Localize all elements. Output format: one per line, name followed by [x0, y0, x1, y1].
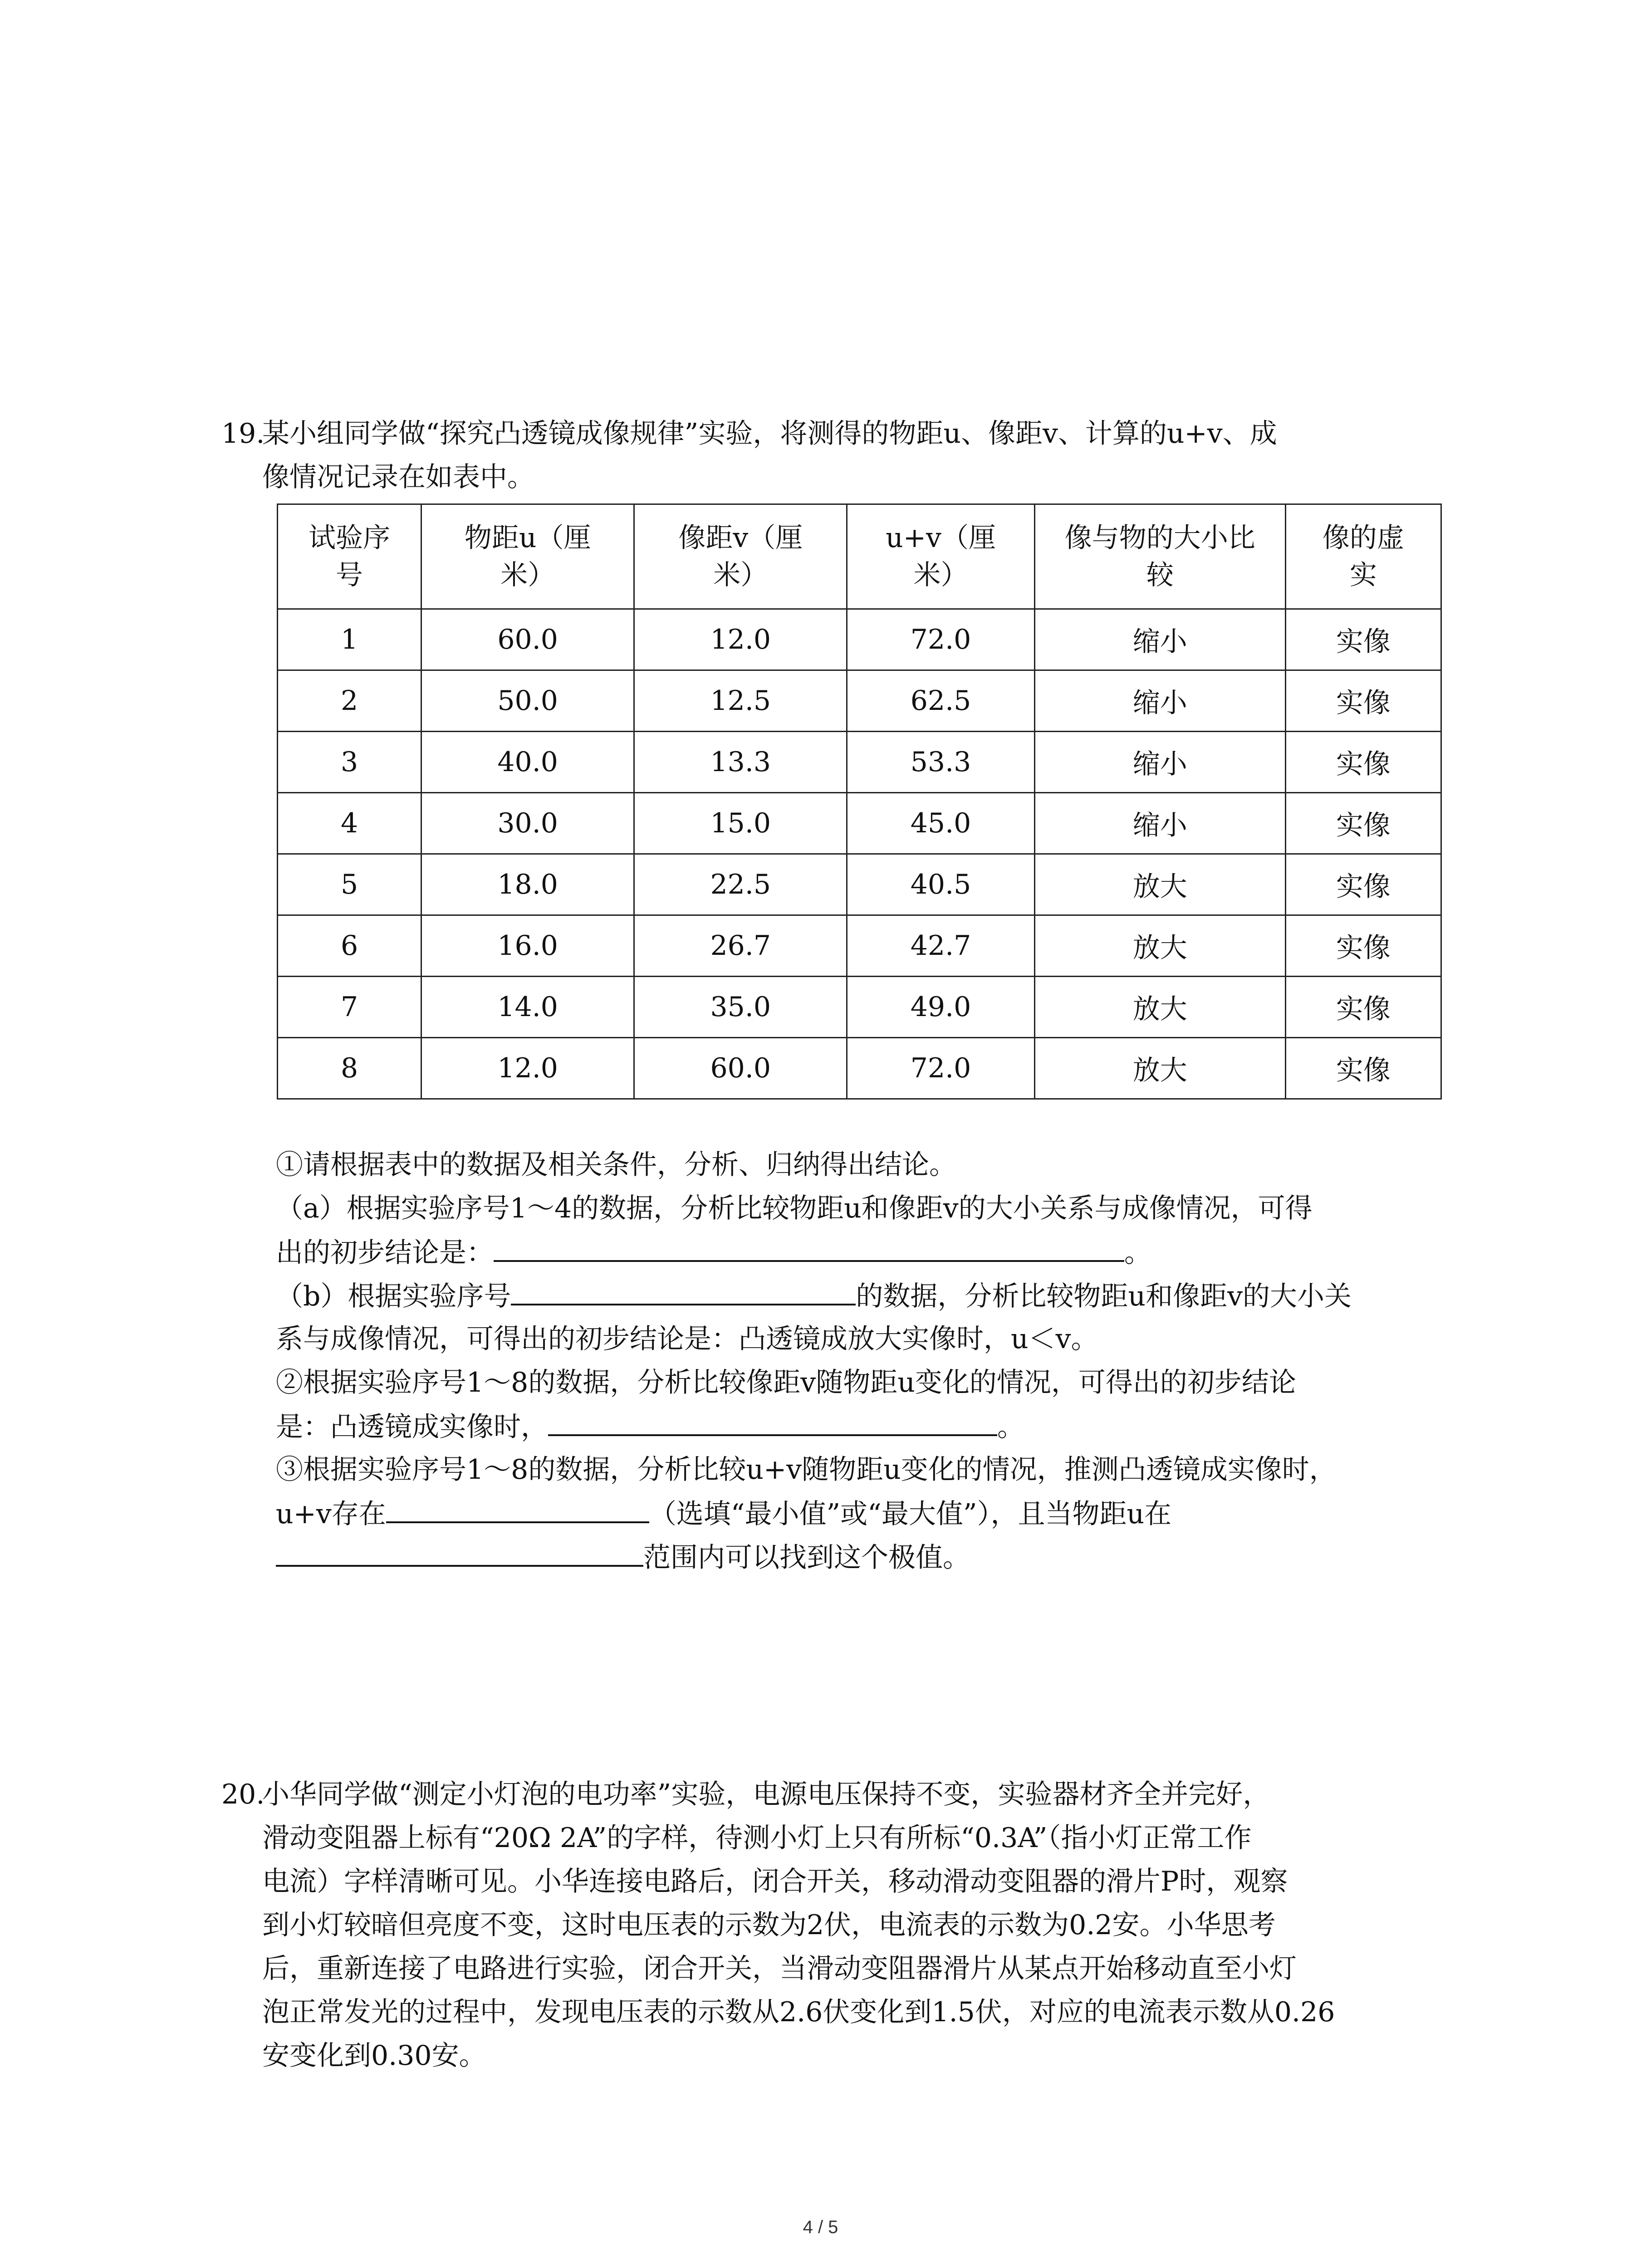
table-cell: 15.0	[634, 793, 847, 854]
table-cell: 放大	[1034, 854, 1285, 915]
stem-line: 到小灯较暗但亮度不变，这时电压表的示数为2伏，电流表的示数为0.2安。小华思考	[262, 1909, 1276, 1941]
stem-line: 像情况记录在如表中。	[262, 461, 534, 493]
table-cell: 缩小	[1034, 609, 1285, 670]
table-cell: 放大	[1034, 977, 1285, 1038]
table-row	[278, 609, 1441, 670]
table-cell: 60.0	[634, 1038, 847, 1099]
table-cell: 实像	[1285, 1038, 1441, 1099]
table-cell: 50.0	[421, 670, 634, 732]
table-cell: 14.0	[421, 977, 634, 1038]
table-row	[278, 977, 1441, 1038]
table-cell: 8	[278, 1038, 421, 1099]
answer-blank-a[interactable]	[494, 1230, 1124, 1262]
table-cell: 16.0	[421, 915, 634, 977]
table-cell: 49.0	[847, 977, 1034, 1038]
subquestion-3-line: u+v存在	[276, 1498, 386, 1530]
header-real-virtual: 像的虚 实	[1285, 504, 1441, 609]
table-cell: 12.5	[634, 670, 847, 732]
table-row	[278, 915, 1441, 977]
answer-blank-3a[interactable]	[386, 1491, 649, 1523]
table-cell: 53.3	[847, 732, 1034, 793]
page-number: 4 / 5	[803, 2217, 838, 2237]
answer-blank-b[interactable]	[511, 1274, 856, 1305]
stem-line: 泡正常发光的过程中，发现电压表的示数从2.6伏变化到1.5伏，对应的电流表示数从0.26	[262, 1996, 1335, 2028]
table-cell: 实像	[1285, 609, 1441, 670]
stem-line: 后，重新连接了电路进行实验，闭合开关，当滑动变阻器滑片从某点开始移动直至小灯	[262, 1953, 1297, 1984]
subquestion-2-line: ②根据实验序号1～8的数据，分析比较像距v随物距u变化的情况，可得出的初步结论	[276, 1367, 1296, 1398]
table-row	[278, 793, 1441, 854]
header-u-plus-v: u+v（厘 米）	[847, 504, 1034, 609]
subquestion-2-line: 是：凸透镜成实像时，	[276, 1411, 548, 1443]
header-size-comparison: 像与物的大小比 较	[1034, 504, 1285, 609]
experiment-data-table	[277, 503, 1442, 1100]
table-cell: 62.5	[847, 670, 1034, 732]
table-cell: 12.0	[421, 1038, 634, 1099]
table-cell: 实像	[1285, 732, 1441, 793]
punctuation: 。	[1124, 1237, 1151, 1269]
table-cell: 实像	[1285, 915, 1441, 977]
table-cell: 30.0	[421, 793, 634, 854]
table-cell: 45.0	[847, 793, 1034, 854]
stem-line: 某小组同学做“探究凸透镜成像规律”实验，将测得的物距u、像距v、计算的u+v、成	[262, 418, 1277, 450]
subquestion-3-line: ③根据实验序号1～8的数据，分析比较u+v随物距u变化的情况，推测凸透镜成实像时，	[276, 1454, 1337, 1486]
table-cell: 60.0	[421, 609, 634, 670]
table-cell: 26.7	[634, 915, 847, 977]
table-row	[278, 1038, 1441, 1099]
table-cell: 42.7	[847, 915, 1034, 977]
table-cell: 13.3	[634, 732, 847, 793]
table-cell: 72.0	[847, 609, 1034, 670]
table-cell: 5	[278, 854, 421, 915]
subquestion-b-line: 的数据，分析比较物距u和像距v的大小关	[856, 1281, 1352, 1312]
table-cell: 实像	[1285, 793, 1441, 854]
subquestion-b-line: 系与成像情况，可得出的初步结论是：凸透镜成放大实像时，u＜v。	[276, 1323, 1098, 1355]
stem-line: 电流）字样清晰可见。小华连接电路后，闭合开关，移动滑动变阻器的滑片P时，观察	[262, 1866, 1288, 1897]
stem-line: 滑动变阻器上标有“20Ω 2A”的字样，待测小灯上只有所标“0.3A”（指小灯正常工作	[262, 1822, 1252, 1854]
table-cell: 6	[278, 915, 421, 977]
punctuation: 。	[997, 1411, 1024, 1443]
stem-line: 安变化到0.30安。	[262, 2040, 486, 2072]
table-cell: 22.5	[634, 854, 847, 915]
question-19-subquestions	[276, 1143, 1446, 1579]
question-19-stem	[221, 412, 1446, 499]
table-header-row	[278, 504, 1441, 609]
table-row	[278, 854, 1441, 915]
subquestion-a-line: 出的初步结论是：	[276, 1237, 494, 1269]
table-cell: 2	[278, 670, 421, 732]
question-20-stem	[221, 1773, 1446, 2077]
header-trial-number: 试验序 号	[278, 504, 421, 609]
table-cell: 3	[278, 732, 421, 793]
answer-blank-2[interactable]	[548, 1404, 997, 1436]
table-cell: 缩小	[1034, 793, 1285, 854]
table-cell: 实像	[1285, 977, 1441, 1038]
header-image-distance: 像距v（厘 米）	[634, 504, 847, 609]
answer-blank-3b[interactable]	[276, 1535, 643, 1567]
subquestion-b-line: （b）根据实验序号	[276, 1281, 511, 1312]
table-cell: 1	[278, 609, 421, 670]
table-cell: 缩小	[1034, 670, 1285, 732]
stem-line: 小华同学做“测定小灯泡的电功率”实验，电源电压保持不变，实验器材齐全并完好，	[262, 1779, 1270, 1810]
question-number: 20.	[221, 1779, 265, 1810]
table-cell: 40.0	[421, 732, 634, 793]
table-cell: 18.0	[421, 854, 634, 915]
header-object-distance: 物距u（厘 米）	[421, 504, 634, 609]
table-cell: 72.0	[847, 1038, 1034, 1099]
table-row	[278, 732, 1441, 793]
subquestion-3-line: 范围内可以找到这个极值。	[643, 1542, 970, 1574]
table-cell: 40.5	[847, 854, 1034, 915]
table-row	[278, 670, 1441, 732]
table-cell: 放大	[1034, 1038, 1285, 1099]
table-cell: 7	[278, 977, 421, 1038]
subquestion-1-intro: ①请根据表中的数据及相关条件，分析、归纳得出结论。	[276, 1149, 956, 1181]
table-cell: 4	[278, 793, 421, 854]
question-number: 19.	[221, 418, 265, 450]
table-cell: 35.0	[634, 977, 847, 1038]
subquestion-a-line: （a）根据实验序号1～4的数据，分析比较物距u和像距v的大小关系与成像情况，可得	[276, 1193, 1313, 1224]
table-cell: 缩小	[1034, 732, 1285, 793]
table-cell: 实像	[1285, 670, 1441, 732]
subquestion-3-line: （选填“最小值”或“最大值”），且当物距u在	[649, 1498, 1172, 1530]
table-cell: 实像	[1285, 854, 1441, 915]
table-cell: 12.0	[634, 609, 847, 670]
table-cell: 放大	[1034, 915, 1285, 977]
